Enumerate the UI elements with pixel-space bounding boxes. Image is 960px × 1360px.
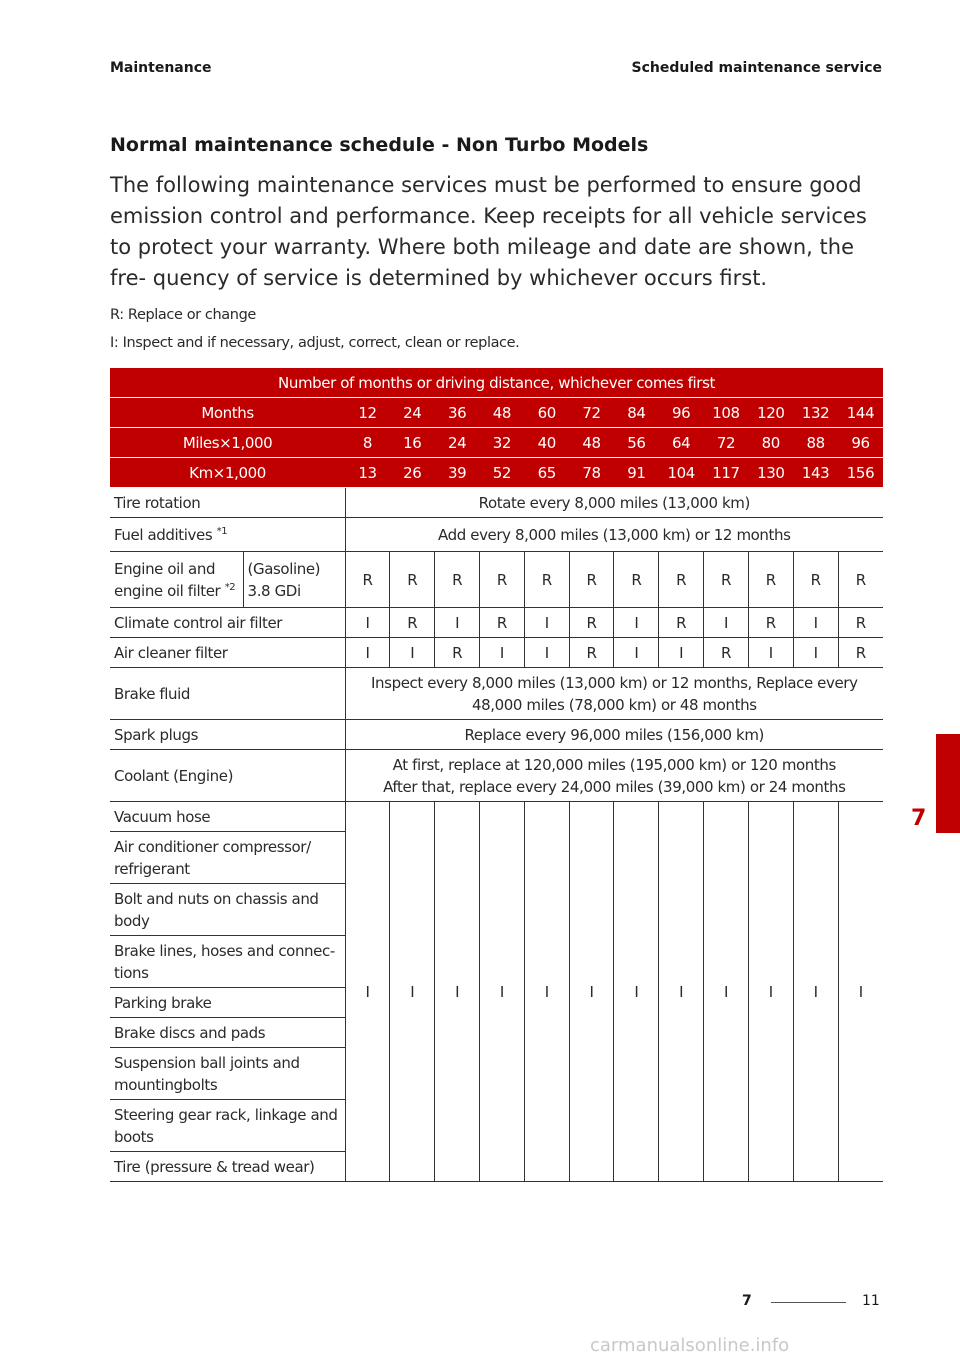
schedule-cell: R — [793, 552, 838, 608]
chapter-side-number: 7 — [911, 806, 927, 831]
months-row — [110, 398, 883, 428]
schedule-cell: I — [704, 608, 749, 638]
schedule-cell: I — [435, 608, 480, 638]
km-cell: 91 — [614, 458, 659, 488]
km-cell: 26 — [390, 458, 435, 488]
months-cell: 132 — [793, 398, 838, 428]
item-label-line: Engine oil and — [114, 559, 216, 578]
km-cell: 156 — [838, 458, 883, 488]
km-row — [110, 458, 883, 488]
km-cell: 13 — [345, 458, 390, 488]
item-label — [110, 832, 345, 884]
km-cell: 104 — [659, 458, 704, 488]
item-label-line: Bolt and nuts on chassis and — [114, 889, 319, 908]
legend-replace: R: Replace or change — [110, 307, 256, 323]
chapter-side-tab — [936, 734, 960, 833]
schedule-cell: R — [659, 608, 704, 638]
table-banner-row — [110, 368, 883, 398]
item-sublabel — [243, 552, 345, 608]
schedule-cell: I — [793, 608, 838, 638]
months-cell: 12 — [345, 398, 390, 428]
months-cell: 24 — [390, 398, 435, 428]
schedule-cell: I — [748, 802, 793, 1182]
item-sublabel-line: 3.8 GDi — [247, 581, 301, 600]
schedule-cell: I — [390, 802, 435, 1182]
miles-cell: 24 — [435, 428, 480, 458]
schedule-cell: I — [704, 802, 749, 1182]
schedule-cell: R — [569, 638, 614, 668]
km-cell: 65 — [524, 458, 569, 488]
miles-cell: 40 — [524, 428, 569, 458]
item-label-line: body — [114, 911, 150, 930]
item-schedule-line: After that, replace every 24,000 miles (39,000 km) or 24 months — [383, 777, 846, 796]
miles-label: Miles×1,000 — [110, 428, 345, 458]
item-schedule — [345, 668, 883, 720]
section-title: Normal maintenance schedule - Non Turbo Models — [110, 134, 649, 156]
schedule-cell: R — [435, 638, 480, 668]
schedule-cell: I — [480, 638, 525, 668]
schedule-cell: R — [345, 552, 390, 608]
table-row — [110, 488, 883, 518]
schedule-cell: I — [659, 638, 704, 668]
item-label-line: Parking brake — [114, 993, 212, 1012]
item-schedule: Replace every 96,000 miles (156,000 km) — [345, 720, 883, 750]
schedule-cell: I — [659, 802, 704, 1182]
months-cell: 36 — [435, 398, 480, 428]
item-label: Climate control air filter — [110, 608, 345, 638]
maintenance-schedule-table — [110, 368, 883, 1182]
item-label — [110, 518, 345, 552]
intro-paragraph: The following maintenance services must be performed to ensure good emission control and performance. Keep receipts for all vehicle services to protect your warranty. Where both mileage and date are shown, the fre- quency of service is determined by whichever occurs first. — [110, 173, 867, 290]
footnote-ref: *1 — [216, 525, 228, 537]
schedule-cell: R — [480, 552, 525, 608]
item-label — [110, 1152, 345, 1182]
schedule-cell: I — [569, 802, 614, 1182]
miles-cell: 32 — [480, 428, 525, 458]
schedule-cell: R — [524, 552, 569, 608]
running-header-topic: Scheduled maintenance service — [631, 60, 882, 76]
legend-inspect: I: Inspect and if necessary, adjust, correct, clean or replace. — [110, 335, 520, 351]
item-schedule: Rotate every 8,000 miles (13,000 km) — [345, 488, 883, 518]
schedule-cell: R — [614, 552, 659, 608]
months-cell: 108 — [704, 398, 749, 428]
table-row — [110, 518, 883, 552]
miles-cell: 8 — [345, 428, 390, 458]
schedule-cell: I — [524, 802, 569, 1182]
months-cell: 144 — [838, 398, 883, 428]
km-cell: 39 — [435, 458, 480, 488]
schedule-cell: R — [748, 608, 793, 638]
item-label-text: Fuel additives — [114, 525, 213, 544]
schedule-cell: I — [614, 802, 659, 1182]
miles-cell: 96 — [838, 428, 883, 458]
schedule-cell: R — [390, 552, 435, 608]
table-row — [110, 638, 883, 668]
item-label — [110, 1100, 345, 1152]
item-label — [110, 1048, 345, 1100]
schedule-cell: I — [838, 802, 883, 1182]
miles-cell: 88 — [793, 428, 838, 458]
item-label — [110, 552, 243, 608]
table-banner: Number of months or driving distance, whichever comes first — [110, 368, 883, 398]
table-row — [110, 802, 883, 832]
schedule-cell: R — [569, 608, 614, 638]
months-label: Months — [110, 398, 345, 428]
km-cell: 117 — [704, 458, 749, 488]
schedule-cell: I — [614, 638, 659, 668]
months-cell: 72 — [569, 398, 614, 428]
table-row — [110, 552, 883, 608]
item-label — [110, 988, 345, 1018]
schedule-cell: I — [345, 802, 390, 1182]
item-label: Tire rotation — [110, 488, 345, 518]
item-schedule-line: At first, replace at 120,000 miles (195,000 km) or 120 months — [392, 755, 836, 774]
months-cell: 60 — [524, 398, 569, 428]
schedule-cell: I — [793, 802, 838, 1182]
km-cell: 78 — [569, 458, 614, 488]
item-label-line: refrigerant — [114, 859, 190, 878]
item-label: Spark plugs — [110, 720, 345, 750]
item-label — [110, 802, 345, 832]
table-row — [110, 720, 883, 750]
item-label-line: Vacuum hose — [114, 807, 211, 826]
km-label: Km×1,000 — [110, 458, 345, 488]
schedule-cell: I — [614, 608, 659, 638]
schedule-cell: R — [748, 552, 793, 608]
schedule-cell: R — [838, 638, 883, 668]
item-label-line — [114, 580, 240, 602]
schedule-cell: I — [748, 638, 793, 668]
miles-cell: 16 — [390, 428, 435, 458]
watermark-text: carmanualsonline.info — [590, 1335, 790, 1356]
miles-cell: 80 — [748, 428, 793, 458]
item-label — [110, 1018, 345, 1048]
item-label-line: Brake lines, hoses and connec- — [114, 941, 335, 960]
km-cell: 52 — [480, 458, 525, 488]
item-label-line: Brake discs and pads — [114, 1023, 266, 1042]
miles-row — [110, 428, 883, 458]
schedule-cell: R — [390, 608, 435, 638]
item-label — [110, 936, 345, 988]
footer-page-number: 11 — [862, 1293, 880, 1309]
miles-cell: 48 — [569, 428, 614, 458]
item-label-line: tions — [114, 963, 149, 982]
item-label-line: Suspension ball joints and — [114, 1053, 300, 1072]
item-sublabel-line: (Gasoline) — [247, 559, 321, 578]
schedule-cell: R — [659, 552, 704, 608]
item-schedule-line: 48,000 miles (78,000 km) or 48 months — [471, 695, 757, 714]
schedule-cell: I — [390, 638, 435, 668]
footnote-ref: *2 — [224, 581, 236, 593]
table-row — [110, 750, 883, 802]
item-label: Brake fluid — [110, 668, 345, 720]
miles-cell: 56 — [614, 428, 659, 458]
item-label: Air cleaner filter — [110, 638, 345, 668]
item-label-line: boots — [114, 1127, 154, 1146]
months-cell: 96 — [659, 398, 704, 428]
schedule-cell: I — [435, 802, 480, 1182]
table-row — [110, 608, 883, 638]
item-label-line: Steering gear rack, linkage and — [114, 1105, 338, 1124]
schedule-cell: I — [524, 608, 569, 638]
table-row — [110, 668, 883, 720]
item-label-line: mountingbolts — [114, 1075, 218, 1094]
schedule-cell: R — [435, 552, 480, 608]
item-schedule: Add every 8,000 miles (13,000 km) or 12 months — [345, 518, 883, 552]
schedule-cell: R — [480, 608, 525, 638]
running-header-section: Maintenance — [110, 60, 212, 76]
months-cell: 84 — [614, 398, 659, 428]
item-label-text: engine oil filter — [114, 581, 221, 600]
item-schedule-line: Inspect every 8,000 miles (13,000 km) or 12 months, Replace every — [371, 673, 858, 692]
schedule-cell: R — [569, 552, 614, 608]
schedule-cell: I — [524, 638, 569, 668]
schedule-cell: I — [793, 638, 838, 668]
months-cell: 48 — [480, 398, 525, 428]
km-cell: 130 — [748, 458, 793, 488]
schedule-cell: R — [838, 608, 883, 638]
schedule-cell: R — [704, 552, 749, 608]
schedule-cell: I — [345, 608, 390, 638]
footer-divider — [771, 1302, 846, 1303]
schedule-cell: R — [838, 552, 883, 608]
item-schedule — [345, 750, 883, 802]
footer-chapter-number: 7 — [742, 1293, 752, 1309]
schedule-cell: R — [704, 638, 749, 668]
months-cell: 120 — [748, 398, 793, 428]
schedule-cell: I — [345, 638, 390, 668]
miles-cell: 64 — [659, 428, 704, 458]
km-cell: 143 — [793, 458, 838, 488]
item-label — [110, 884, 345, 936]
miles-cell: 72 — [704, 428, 749, 458]
schedule-cell: I — [480, 802, 525, 1182]
item-label: Coolant (Engine) — [110, 750, 345, 802]
item-label-line: Air conditioner compressor/ — [114, 837, 311, 856]
item-label-line: Tire (pressure & tread wear) — [114, 1157, 315, 1176]
